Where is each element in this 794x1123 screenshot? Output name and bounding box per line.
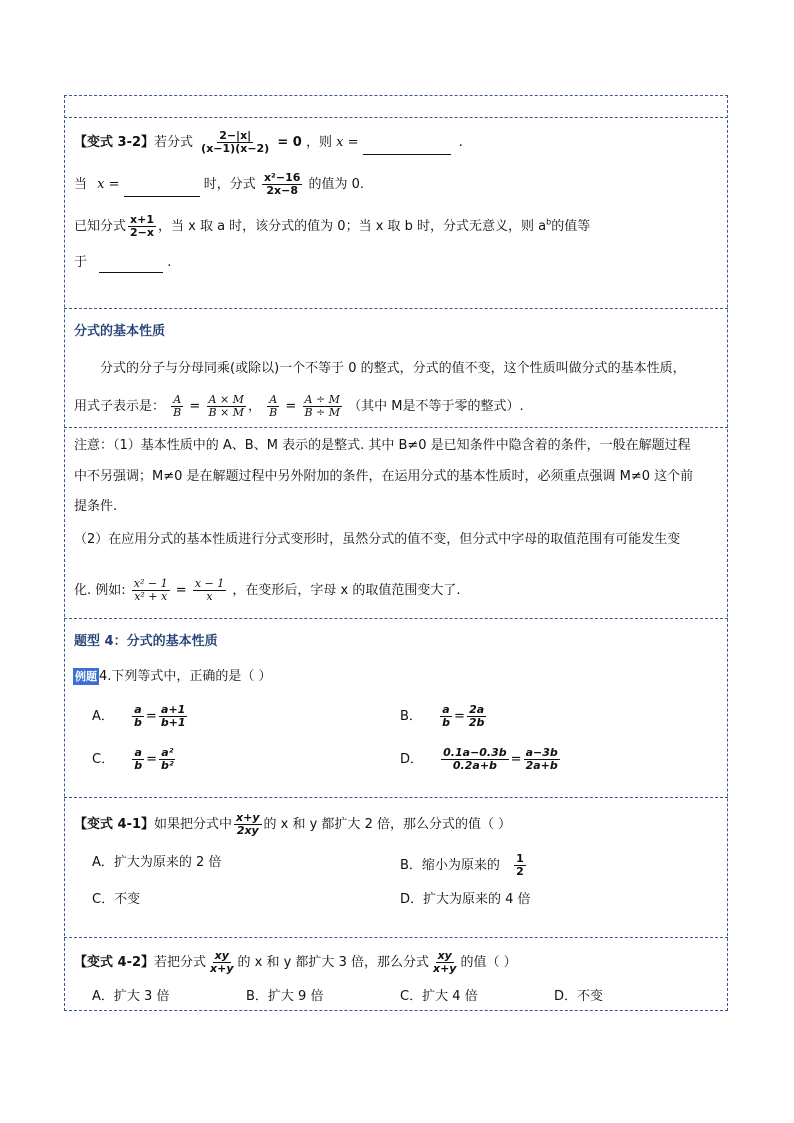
fraction: $\frac{\text{x²−16}}{2x-8}$ [263, 171, 301, 197]
v41-option-b[interactable]: B．缩小为原来的 $\frac{1}{2}$ [400, 852, 524, 878]
v32-label: 【变式 3-2】 [74, 135, 155, 150]
fraction: $\frac{a+1}{b+1}$ [160, 703, 186, 729]
fraction: $\frac{A}{B}$ [269, 393, 278, 419]
note-line: 中不另强调；M≠0 是在解题过程中另外附加的条件，在运用分式的基本性质时，必须重点强调 M≠0 这个前 [74, 469, 694, 484]
fraction: $\frac{xy}{x+y}$ [210, 949, 234, 975]
fraction: $\frac{a}{b}$ [134, 703, 142, 729]
v32-question-3-cont: 于 . [74, 252, 171, 273]
v42-question: 【变式 4-2】若把分式 $\frac{xy}{x+y}$ 的 x 和 y 都扩大 3 倍，那么分式 $\frac{xy}{x+y}$ 的值（ ） [74, 949, 517, 975]
answer-blank[interactable] [124, 176, 200, 197]
v41-option-c[interactable]: C．不变 [92, 892, 141, 907]
divider [64, 117, 728, 118]
fraction: $\frac{x - 1}{x}$ [194, 577, 225, 603]
note-example: 化. 例如: $\frac{\text{x² − 1}}{\text{x² + x}}$ = $\frac{x - 1}{x}$ ，在变形后，字母 x 的取值范围变大了. [74, 577, 461, 603]
fraction: $\frac{\text{x² − 1}}{\text{x² + x}}$ [133, 577, 168, 603]
fraction: $\frac{x+y}{2xy}$ [236, 811, 260, 837]
fraction: $\frac{a-3b}{2a+b}$ [525, 746, 558, 772]
v41-label: 【变式 4-1】 [74, 817, 155, 832]
divider [64, 937, 728, 938]
fraction: $\frac{A \div M}{B \div M}$ [304, 393, 340, 419]
example-question: 例题 4.下列等式中，正确的是（ ） [75, 669, 272, 684]
v41-question: 【变式 4-1】如果把分式中 $\frac{x+y}{2xy}$ 的 x 和 y 都扩大 2 倍，那么分式的值（ ） [74, 811, 512, 837]
option-b[interactable]: B． $\frac{a}{b}$ = $\frac{2a}{2b}$ [400, 703, 485, 729]
note-line: 提条件. [74, 499, 118, 514]
v42-option-a[interactable]: A．扩大 3 倍 [92, 989, 170, 1004]
v41-option-d[interactable]: D．扩大为原来的 4 倍 [400, 892, 531, 907]
note-line: （2）在应用分式的基本性质进行分式变形时，虽然分式的值不变，但分式中字母的取值范围有可能发生变 [74, 532, 681, 547]
fraction: $\frac{a}{b}$ [442, 703, 450, 729]
divider [64, 618, 728, 619]
section-heading: 题型 4：分式的基本性质 [74, 634, 218, 649]
option-d[interactable]: D． $\frac{0.1a-0.3b}{0.2a+b}$ = $\frac{a-3b}{2a+b}$ [400, 746, 558, 772]
v42-label: 【变式 4-2】 [74, 955, 155, 970]
v41-option-a[interactable]: A．扩大为原来的 2 倍 [92, 855, 222, 870]
fraction: $\frac{A \times M}{B \times M}$ [208, 393, 244, 419]
divider [64, 308, 728, 309]
option-c[interactable]: C． $\frac{a}{b}$ = $\frac{\text{a²}}{\text{b²}}$ [92, 746, 174, 772]
v32-question-1: 【变式 3-2】若分式 $\frac{2-|x|}{(x-1)(x-2)}$ = 0 ，则 x = . [74, 129, 463, 155]
v42-option-b[interactable]: B．扩大 9 倍 [246, 989, 324, 1004]
example-badge: 例题 [75, 670, 97, 683]
v32-question-2: 当 x = 时，分式 $\frac{\text{x²−16}}{2x-8}$ 的值为 0. [74, 171, 365, 197]
property-formula: 用式子表示是： $\frac{A}{B}$ = $\frac{A \times M}{B \times M}$ ， $\frac{A}{B}$ = $\frac{A \div M}{B \div M}$ （其中 M是不等于零的整式）. [74, 393, 524, 419]
fraction: $\frac{1}{2}$ [516, 852, 524, 878]
option-a[interactable]: A． $\frac{a}{b}$ = $\frac{a+1}{b+1}$ [92, 703, 186, 729]
fraction: $\frac{\text{a²}}{\text{b²}}$ [161, 746, 174, 772]
fraction: $\frac{A}{B}$ [173, 393, 182, 419]
fraction: $\frac{xy}{x+y}$ [432, 949, 457, 975]
v42-option-c[interactable]: C．扩大 4 倍 [400, 989, 478, 1004]
fraction: $\frac{x+1}{2-x}$ [130, 213, 154, 239]
answer-blank[interactable] [99, 252, 163, 273]
divider [64, 427, 728, 428]
answer-blank[interactable] [363, 134, 451, 155]
v32-question-3: 已知分式 $\frac{x+1}{2-x}$ ，当 x 取 a 时，该分式的值为 0；当 x 取 b 时，分式无意义，则 $a^b$的值等 [74, 213, 591, 239]
divider [64, 797, 728, 798]
v42-option-d[interactable]: D．不变 [554, 989, 604, 1004]
fraction: $\frac{0.1a-0.3b}{0.2a+b}$ [443, 746, 507, 772]
fraction: $\frac{2-|x|}{(x-1)(x-2)}$ [201, 129, 270, 155]
fraction: $\frac{2a}{2b}$ [468, 703, 485, 729]
fraction: $\frac{a}{b}$ [134, 746, 143, 772]
section-heading: 分式的基本性质 [74, 324, 166, 339]
property-text: 分式的分子与分母同乘(或除以)一个不等于 0 的整式，分式的值不变，这个性质叫做分式的基本性质， [100, 361, 686, 376]
note-line: 注意：（1）基本性质中的 A、B、M 表示的是整式. 其中 B≠0 是已知条件中隐含着的条件，一般在解题过程 [74, 438, 691, 453]
